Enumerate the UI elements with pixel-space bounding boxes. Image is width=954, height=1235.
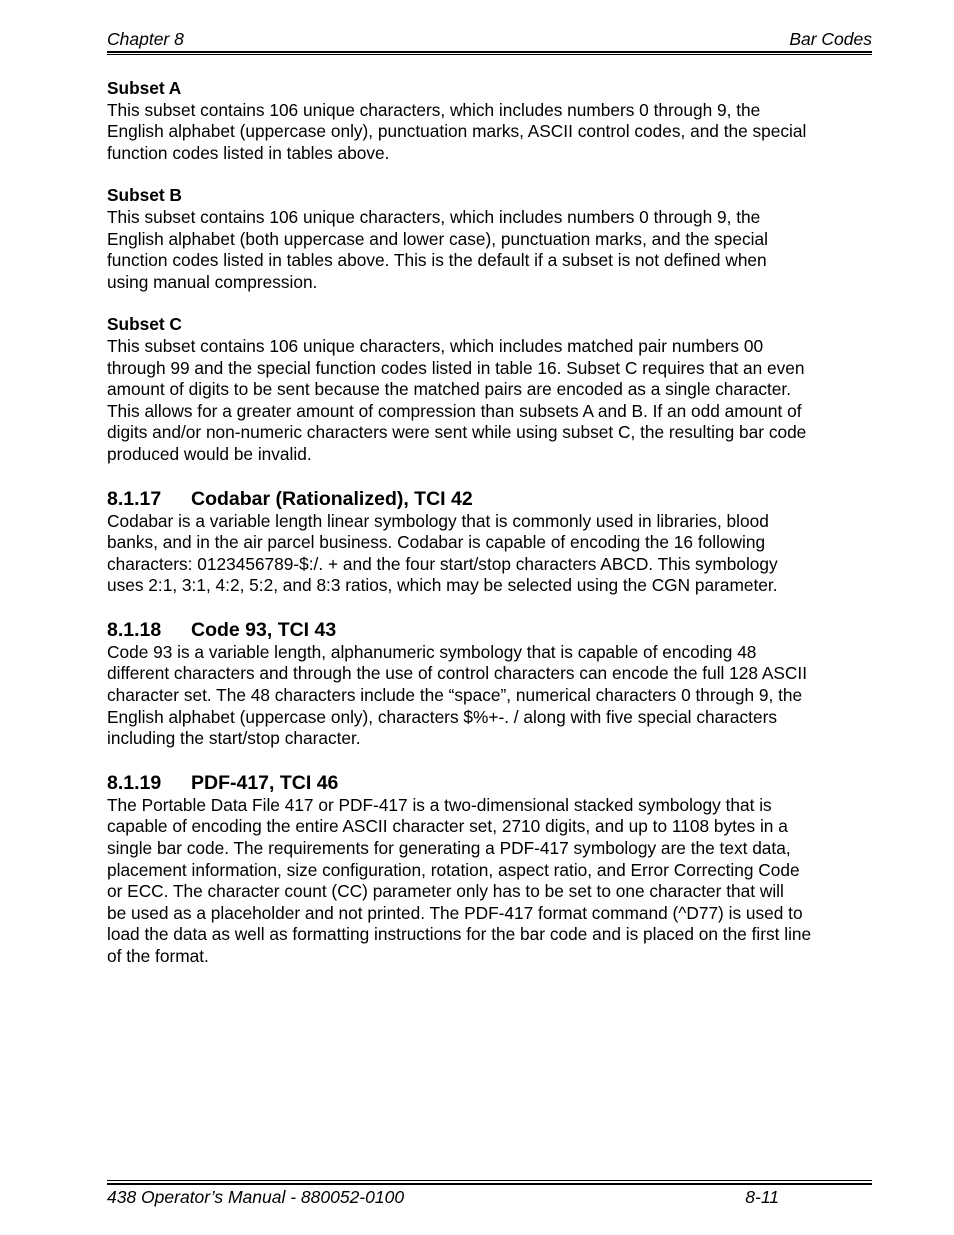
subset-b	[107, 185, 873, 293]
text-line: be used as a placeholder and not printed. The PDF-417 format command (^D77) is used to	[107, 902, 803, 923]
subset-text	[107, 207, 873, 293]
subset-text	[107, 336, 873, 466]
page-content	[107, 78, 873, 989]
section-heading	[107, 618, 873, 642]
footer-rule	[107, 1183, 872, 1185]
text-line: This subset contains 106 unique characters, which includes matched pair numbers 00	[107, 335, 764, 356]
section-title: Code 93, TCI 43	[191, 618, 337, 641]
section-pdf417	[107, 771, 873, 968]
text-line: The Portable Data File 417 or PDF-417 is a two-dimensional stacked symbology that is	[107, 794, 772, 815]
header-rule-thin	[107, 54, 872, 55]
text-line: Codabar is a variable length linear symbology that is commonly used in libraries, blood	[107, 510, 769, 531]
text-line: uses 2:1, 3:1, 4:2, 5:2, and 8:3 ratios, which may be selected using the CGN parameter.	[107, 575, 778, 596]
text-line: using manual compression.	[107, 271, 318, 292]
text-line: digits and/or non-numeric characters were sent while using subset C, the resulting bar code	[107, 422, 807, 443]
text-line: function codes listed in tables above. This is the default if a subset is not defined when	[107, 250, 767, 271]
page-number: 8-11	[745, 1187, 779, 1207]
section-text	[107, 511, 873, 597]
text-line: English alphabet (uppercase only), punctuation marks, ASCII control codes, and the special	[107, 121, 807, 142]
manual-title: 438 Operator’s Manual - 880052-0100	[107, 1187, 405, 1207]
text-line: Code 93 is a variable length, alphanumeric symbology that is capable of encoding 48	[107, 641, 757, 662]
section-text	[107, 642, 873, 750]
section-heading	[107, 487, 873, 511]
section-number: 8.1.19	[107, 771, 162, 794]
chapter-label: Chapter 8	[107, 29, 184, 49]
header-rule	[107, 51, 872, 53]
subset-text	[107, 100, 873, 165]
section-title: PDF-417, TCI 46	[191, 771, 339, 794]
text-line: banks, and in the air parcel business. Codabar is capable of encoding the 16 following	[107, 532, 766, 553]
section-codabar	[107, 487, 873, 597]
text-line: including the start/stop character.	[107, 728, 361, 749]
subset-heading: Subset B	[107, 185, 182, 206]
text-line: of the format.	[107, 946, 209, 966]
subset-c	[107, 314, 873, 465]
section-number: 8.1.17	[107, 487, 162, 510]
subset-heading: Subset C	[107, 314, 182, 335]
text-line: This subset contains 106 unique characters, which includes numbers 0 through 9, the	[107, 99, 761, 120]
text-line: amount of digits to be sent because the matched pairs are encoded as a single character.	[107, 379, 791, 400]
text-line: This subset contains 106 unique characters, which includes numbers 0 through 9, the	[107, 206, 761, 227]
text-line: different characters and through the use of control characters can encode the full 128 ASCII	[107, 663, 807, 684]
text-line: or ECC. The character count (CC) parameter only has to be set to one character that will	[107, 881, 784, 902]
page-header	[107, 28, 872, 50]
text-line: through 99 and the special function codes listed in table 16. Subset C requires that an even	[107, 357, 805, 378]
page-footer	[107, 1186, 779, 1208]
text-line: load the data as well as formatting instructions for the bar code and is placed on the first line	[107, 924, 812, 945]
text-line: This allows for a greater amount of compression than subsets A and B. If an odd amount of	[107, 400, 802, 421]
text-line: produced would be invalid.	[107, 443, 312, 464]
section-heading	[107, 771, 873, 795]
chapter-title: Bar Codes	[789, 29, 872, 49]
text-line: placement information, size configuration, rotation, aspect ratio, and Error Correcting Code	[107, 859, 800, 880]
section-title: Codabar (Rationalized), TCI 42	[191, 487, 473, 510]
text-line: English alphabet (both uppercase and lower case), punctuation marks, and the special	[107, 228, 768, 249]
subset-heading: Subset A	[107, 78, 182, 98]
text-line: single bar code. The requirements for generating a PDF-417 symbology are the text data,	[107, 838, 791, 859]
footer-rule-thin	[107, 1180, 872, 1181]
text-line: characters: 0123456789-$:/. + and the four start/stop characters ABCD. This symbology	[107, 553, 778, 574]
section-number: 8.1.18	[107, 618, 162, 641]
text-line: capable of encoding the entire ASCII character set, 2710 digits, and up to 1108 bytes in a	[107, 816, 788, 837]
subset-a	[107, 78, 873, 164]
text-line: English alphabet (uppercase only), characters $%+-. / along with five special characters	[107, 706, 777, 727]
section-code93	[107, 618, 873, 750]
section-text	[107, 795, 873, 968]
text-line: function codes listed in tables above.	[107, 142, 390, 163]
text-line: character set. The 48 characters include the “space”, numerical characters 0 through 9, the	[107, 685, 803, 706]
